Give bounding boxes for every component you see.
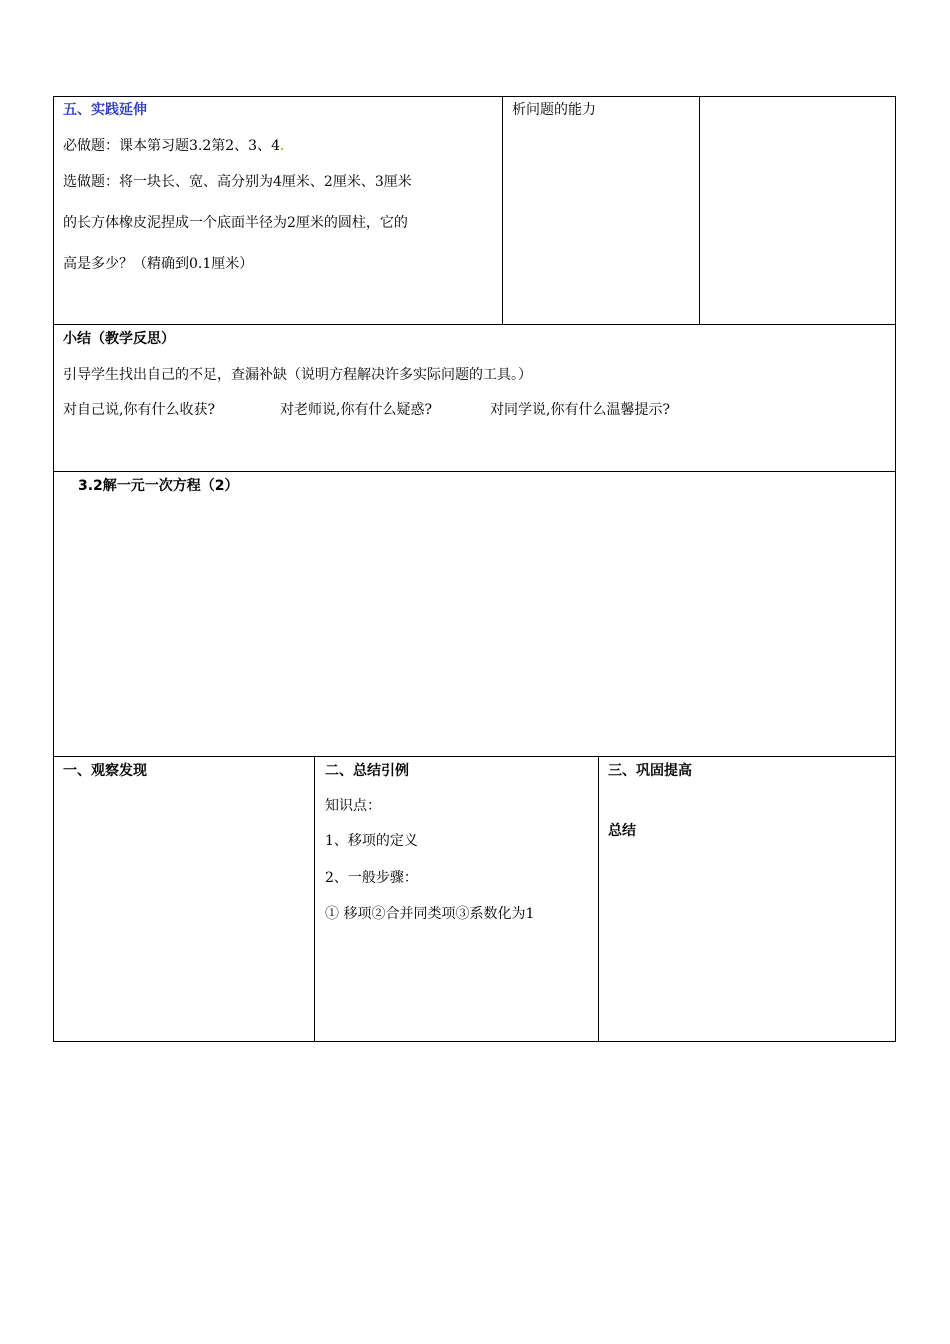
col2-item-2: 2、一般步骤： — [325, 870, 418, 886]
ability-note: 析问题的能力 — [512, 102, 596, 118]
marker-dot — [281, 148, 283, 150]
col-divider-r4-a — [314, 756, 315, 1042]
board-title: 3.2解一元一次方程（2） — [78, 478, 239, 494]
optional-homework-line3: 高是多少？（精确到0.1厘米） — [63, 256, 254, 272]
col1-heading: 一、观察发现 — [63, 763, 147, 779]
row-divider-1 — [53, 324, 896, 325]
col2-item-3: ① 移项②合并同类项③系数化为1 — [325, 906, 535, 922]
section-five-heading: 五、实践延伸 — [63, 102, 147, 118]
prompt-teacher: 对老师说,你有什么疑惑? — [280, 402, 432, 418]
col2-item-1: 1、移项的定义 — [325, 833, 418, 849]
col-divider-r1-b — [699, 96, 700, 324]
optional-homework-line1: 选做题：将一块长、宽、高分别为4厘米、2厘米、3厘米 — [63, 174, 412, 190]
col3-heading: 三、巩固提高 — [608, 763, 692, 779]
optional-homework-line2: 的长方体橡皮泥捏成一个底面半径为2厘米的圆柱，它的 — [63, 215, 408, 231]
col-divider-r4-b — [598, 756, 599, 1042]
summary-heading: 小结（教学反思） — [63, 331, 175, 347]
col2-heading: 二、总结引例 — [325, 763, 409, 779]
required-homework-text: 必做题：课本第习题3.2第2、3、4 — [63, 138, 280, 154]
row-divider-2 — [53, 471, 896, 472]
row-divider-3 — [53, 756, 896, 757]
col3-summary: 总结 — [608, 823, 636, 839]
required-homework — [63, 137, 283, 155]
summary-line1: 引导学生找出自己的不足，查漏补缺（说明方程解决许多实际问题的工具。） — [63, 367, 532, 383]
prompt-self: 对自己说,你有什么收获? — [63, 402, 215, 418]
col-divider-r1-a — [502, 96, 503, 324]
prompt-classmate: 对同学说,你有什么温馨提示? — [490, 402, 670, 418]
lesson-table — [53, 96, 896, 1042]
col2-knowledge-label: 知识点： — [325, 798, 381, 814]
